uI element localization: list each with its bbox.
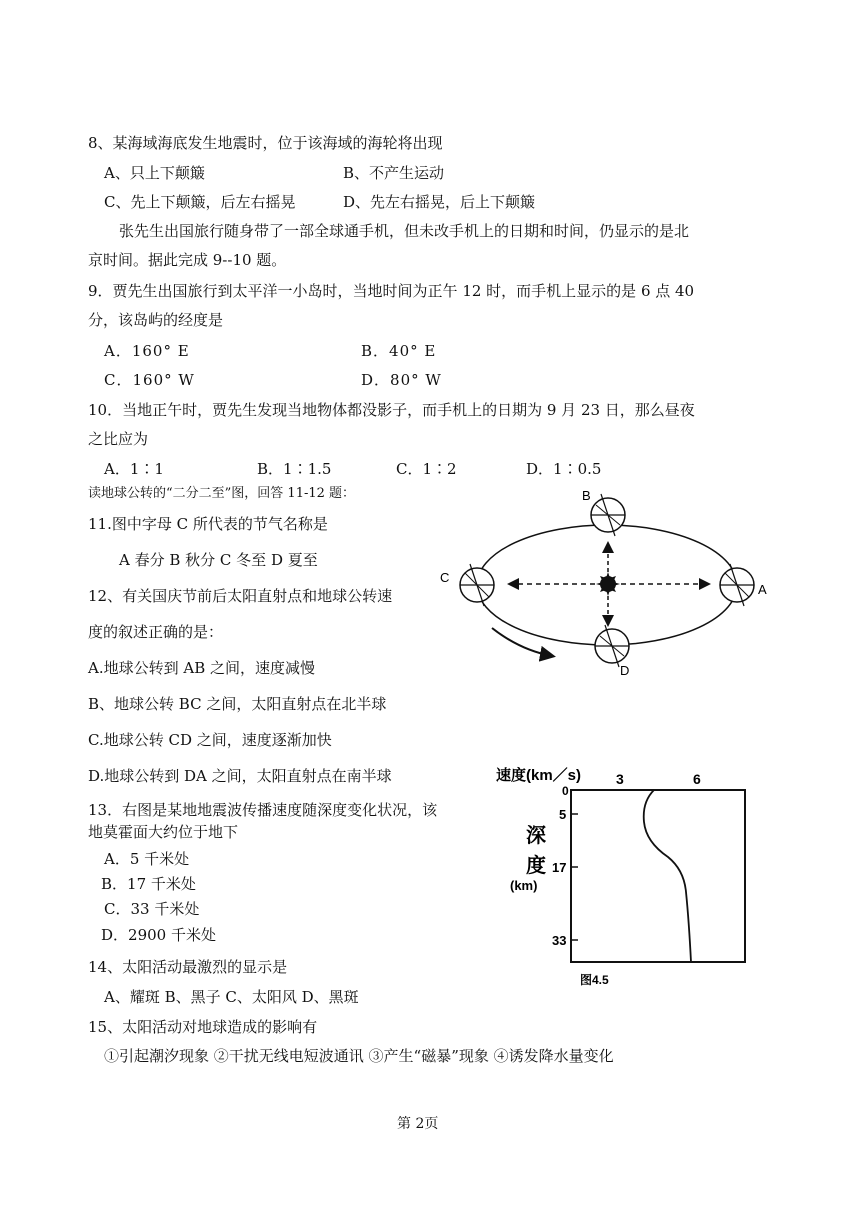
q14-options: A、耀斑 B、黑子 C、太阳风 D、黑斑 xyxy=(104,988,359,1006)
earth-b-icon xyxy=(591,494,625,536)
q8-option-c: C、先上下颠簸，后左右摇晃 xyxy=(104,193,296,211)
q12-stem-line2: 度的叙述正确的是： xyxy=(88,623,224,641)
seismic-wave-chart xyxy=(496,762,786,994)
intro-11-12: 读地球公转的“二分二至”图，回答 11-12 题： xyxy=(88,486,356,501)
chart-speed-tick-3: 3 xyxy=(616,771,624,787)
q8-option-d: D、先左右摇晃，后上下颠簸 xyxy=(343,193,536,211)
chart-depth-tick-5: 5 xyxy=(559,807,567,822)
q10-option-c: C．1∶2 xyxy=(396,460,457,478)
chart-speed-tick-6: 6 xyxy=(693,771,701,787)
chart-velocity-curve xyxy=(644,790,691,962)
q9-option-b: B．40° E xyxy=(361,342,437,360)
chart-depth-label-2: 度 xyxy=(526,855,546,877)
q14-stem: 14、太阳活动最激烈的显示是 xyxy=(88,958,288,976)
orbit-label-c: C xyxy=(440,570,450,585)
q13-stem-line1: 13．右图是某地地震波传播速度随深度变化状况，该 xyxy=(88,801,438,819)
chart-depth-tick-17: 17 xyxy=(552,860,567,875)
sun-icon xyxy=(596,572,620,596)
q9-stem-line2: 分，该岛屿的经度是 xyxy=(88,311,224,329)
revolution-direction-arrow xyxy=(492,628,552,656)
chart-depth-tick-0: 0 xyxy=(562,784,569,798)
q9-stem-line1: 9．贾先生出国旅行到太平洋一小岛时，当地时间为正午 12 时，而手机上显示的是 6 点 40 xyxy=(88,282,695,300)
q13-stem-line2: 地莫霍面大约位于地下 xyxy=(88,823,239,841)
orbit-label-a: A xyxy=(758,582,767,597)
q12-stem-line1: 12、有关国庆节前后太阳直射点和地球公转速 xyxy=(88,587,393,605)
q10-option-a: A．1∶1 xyxy=(104,460,164,478)
q9-option-c: C．160° W xyxy=(104,371,195,389)
passage-9-10-line2: 京时间。据此完成 9--10 题。 xyxy=(88,251,287,269)
q10-stem-line1: 10．当地正午时，贾先生发现当地物体都没影子，而手机上的日期为 9 月 23 日，那么昼夜 xyxy=(88,401,695,419)
q13-option-c: C．33 千米处 xyxy=(104,900,200,918)
chart-depth-label-1: 深 xyxy=(526,825,546,847)
earth-d-icon xyxy=(595,625,629,667)
page-number: 第 2页 xyxy=(397,1116,439,1132)
q12-option-c: C.地球公转 CD 之间，速度逐渐加快 xyxy=(88,731,332,749)
q11-options: A 春分 B 秋分 C 冬至 D 夏至 xyxy=(119,551,318,569)
q15-options: ①引起潮汐现象 ②干扰无线电短波通讯 ③产生“磁暴”现象 ④诱发降水量变化 xyxy=(104,1047,614,1065)
chart-caption: 图4.5 xyxy=(580,973,609,987)
chart-depth-tick-33: 33 xyxy=(552,933,567,948)
q8-option-b: B、不产生运动 xyxy=(343,164,445,182)
q15-stem: 15、太阳活动对地球造成的影响有 xyxy=(88,1018,318,1036)
q13-option-d: D．2900 千米处 xyxy=(101,926,216,944)
orbit-label-d: D xyxy=(620,663,630,678)
earth-orbit-diagram xyxy=(440,478,780,683)
q8-stem: 8、某海域海底发生地震时，位于该海域的海轮将出现 xyxy=(88,134,443,152)
q10-stem-line2: 之比应为 xyxy=(88,430,149,448)
q8-option-a: A、只上下颠簸 xyxy=(104,164,205,182)
chart-speed-label: 速度(km／s) xyxy=(496,767,582,784)
q12-option-b: B、地球公转 BC 之间，太阳直射点在北半球 xyxy=(88,695,387,713)
q13-option-b: B．17 千米处 xyxy=(101,875,196,893)
q10-option-b: B．1∶1.5 xyxy=(257,460,332,478)
q10-option-d: D．1∶0.5 xyxy=(526,460,602,478)
earth-a-icon xyxy=(720,564,754,606)
orbit-label-b: B xyxy=(582,488,591,503)
chart-plot-frame xyxy=(571,790,745,962)
q13-option-a: A．5 千米处 xyxy=(104,850,190,868)
chart-depth-unit: (km) xyxy=(510,878,538,893)
q12-option-a: A.地球公转到 AB 之间，速度减慢 xyxy=(88,659,315,677)
q12-option-d: D.地球公转到 DA 之间，太阳直射点在南半球 xyxy=(88,767,392,785)
q9-option-a: A．160° E xyxy=(104,342,190,360)
q11-stem: 11.图中字母 C 所代表的节气名称是 xyxy=(88,515,328,533)
q9-option-d: D．80° W xyxy=(361,371,442,389)
passage-9-10-line1: 张先生出国旅行随身带了一部全球通手机，但未改手机上的日期和时间，仍显示的是北 xyxy=(119,222,690,240)
earth-c-icon xyxy=(460,564,494,606)
